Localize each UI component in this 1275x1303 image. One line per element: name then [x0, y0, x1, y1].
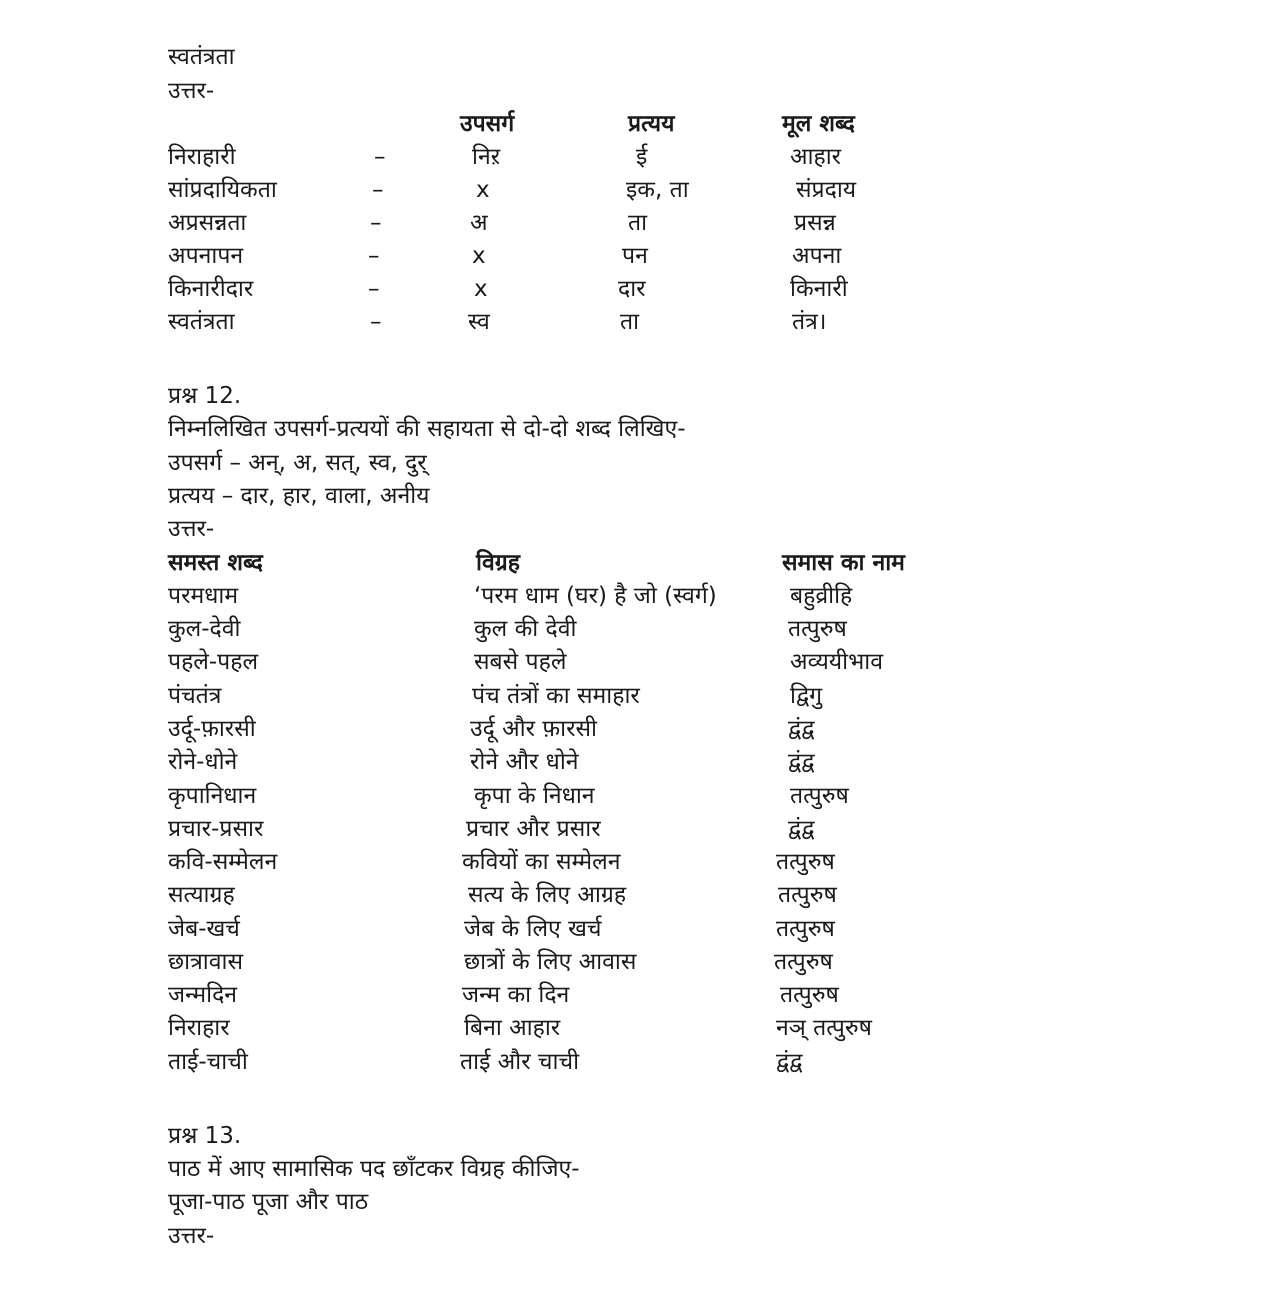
header-upsarg: उपसर्ग: [460, 111, 515, 137]
samast-shabd: परमधाम: [168, 583, 239, 609]
q12-question: निम्नलिखित उपसर्ग-प्रत्ययों की सहायता से दो-दो शब्द लिखिए-: [168, 416, 686, 442]
q11-row: [0, 307, 1275, 337]
samast-shabd: कुल-देवी: [168, 616, 241, 642]
q12-header-row: [0, 548, 1275, 578]
upsarg: x: [474, 276, 488, 302]
q12-row: [0, 647, 1275, 677]
samast-shabd: पंचतंत्र: [168, 683, 222, 709]
samast-shabd: पहले-पहल: [168, 649, 259, 675]
q12-answer-label: उत्तर-: [168, 516, 215, 542]
q12-row: [0, 947, 1275, 977]
vigrah: जेब के लिए खर्च: [464, 916, 602, 942]
upsarg: निऱ: [472, 144, 501, 170]
samas-naam: तत्पुरुष: [790, 783, 849, 809]
dash: –: [368, 243, 380, 269]
q12-row: [0, 1013, 1275, 1043]
upsarg: x: [476, 177, 490, 203]
mool-shabd: प्रसन्न: [794, 210, 836, 236]
vigrah: कुल की देवी: [474, 616, 577, 642]
samas-naam: तत्पुरुष: [788, 616, 847, 642]
q12-row: [0, 880, 1275, 910]
samast-shabd: निराहार: [168, 1015, 230, 1041]
q11-row: [0, 208, 1275, 238]
samast-shabd: उर्दू-फ़ारसी: [168, 716, 256, 742]
samast-shabd: प्रचार-प्रसार: [168, 816, 264, 842]
word: स्वतंत्रता: [168, 309, 235, 335]
upsarg: x: [472, 243, 486, 269]
samas-naam: बहुव्रीहि: [790, 583, 853, 609]
vigrah: ‘परम धाम (घर) है जो (स्वर्ग): [474, 583, 717, 609]
header-samast-shabd: समस्त शब्द: [168, 550, 263, 576]
vigrah: ताई और चाची: [460, 1049, 580, 1075]
word: निराहारी: [168, 144, 236, 170]
q11-row: [0, 142, 1275, 172]
vigrah: बिना आहार: [464, 1015, 561, 1041]
dash: –: [372, 177, 384, 203]
mool-shabd: अपना: [792, 243, 842, 269]
vigrah: रोने और धोने: [470, 749, 579, 775]
pratyay: दार: [618, 276, 646, 302]
vigrah: कवियों का सम्मेलन: [462, 849, 621, 875]
q12-row: [0, 747, 1275, 777]
q12-row: [0, 681, 1275, 711]
header-mool-shabd: मूल शब्द: [782, 111, 855, 137]
dash: –: [370, 210, 382, 236]
q12-row: [0, 581, 1275, 611]
samas-naam: द्वंद्व: [788, 749, 815, 775]
samas-naam: अव्ययीभाव: [790, 649, 883, 675]
word: सांप्रदायिकता: [168, 177, 277, 203]
samast-shabd: छात्रावास: [168, 949, 244, 975]
dash: –: [368, 276, 380, 302]
samast-shabd: कृपानिधान: [168, 783, 257, 809]
samas-naam: तत्पुरुष: [776, 849, 835, 875]
samas-naam: तत्पुरुष: [780, 982, 839, 1008]
vigrah: सबसे पहले: [474, 649, 567, 675]
vigrah: प्रचार और प्रसार: [466, 816, 601, 842]
mool-shabd: तंत्र।: [792, 309, 827, 335]
header-pratyay: प्रत्यय: [628, 111, 675, 137]
dash: –: [370, 309, 382, 335]
q13-title: प्रश्न 13.: [168, 1123, 242, 1149]
samas-naam: द्विगु: [790, 683, 823, 709]
pratyay: ता: [620, 309, 640, 335]
samast-shabd: कवि-सम्मेलन: [168, 849, 278, 875]
mool-shabd: संप्रदाय: [796, 177, 857, 203]
pratyay: इक, ता: [626, 177, 689, 203]
q12-row: [0, 1047, 1275, 1077]
q13-question: पाठ में आए सामासिक पद छाँटकर विग्रह कीजिए-: [168, 1156, 580, 1182]
q11-word: स्वतंत्रता: [168, 44, 235, 70]
vigrah: पंच तंत्रों का समाहार: [472, 683, 640, 709]
q12-upsarg-line: उपसर्ग – अन्, अ, सत्, स्व, दुर्: [168, 450, 427, 476]
samast-shabd: सत्याग्रह: [168, 882, 235, 908]
vigrah: जन्म का दिन: [462, 982, 570, 1008]
samas-naam: तत्पुरुष: [778, 882, 837, 908]
samast-shabd: ताई-चाची: [168, 1049, 248, 1075]
samas-naam: द्वंद्व: [776, 1049, 803, 1075]
word: किनारीदार: [168, 276, 254, 302]
samas-naam: तत्पुरुष: [774, 949, 833, 975]
word: अपनापन: [168, 243, 244, 269]
upsarg: स्व: [468, 309, 490, 335]
q13-example: पूजा-पाठ पूजा और पाठ: [168, 1189, 369, 1215]
word: अप्रसन्नता: [168, 210, 247, 236]
q12-row: [0, 914, 1275, 944]
vigrah: सत्य के लिए आग्रह: [468, 882, 627, 908]
upsarg: अ: [470, 210, 488, 236]
samast-shabd: रोने-धोने: [168, 749, 238, 775]
samas-naam: द्वंद्व: [788, 816, 815, 842]
q11-header-row: [0, 109, 1275, 139]
samast-shabd: जन्मदिन: [168, 982, 238, 1008]
samas-naam: तत्पुरुष: [776, 916, 835, 942]
dash: –: [374, 144, 386, 170]
q12-row: [0, 980, 1275, 1010]
mool-shabd: आहार: [790, 144, 842, 170]
q11-row: [0, 241, 1275, 271]
mool-shabd: किनारी: [790, 276, 848, 302]
header-samas-naam: समास का नाम: [782, 550, 905, 576]
vigrah: उर्दू और फ़ारसी: [470, 716, 597, 742]
q12-row: [0, 814, 1275, 844]
q11-row: [0, 274, 1275, 304]
vigrah: कृपा के निधान: [474, 783, 595, 809]
pratyay: पन: [622, 243, 648, 269]
q12-row: [0, 847, 1275, 877]
pratyay: ता: [628, 210, 648, 236]
q12-pratyay-line: प्रत्यय – दार, हार, वाला, अनीय: [168, 483, 430, 509]
q11-row: [0, 175, 1275, 205]
samast-shabd: जेब-खर्च: [168, 916, 240, 942]
samas-naam: द्वंद्व: [788, 716, 815, 742]
header-vigrah: विग्रह: [476, 550, 520, 576]
q13-answer-label: उत्तर-: [168, 1223, 215, 1249]
q12-row: [0, 781, 1275, 811]
q11-answer-label: उत्तर-: [168, 78, 215, 104]
samas-naam: नञ् तत्पुरुष: [776, 1015, 872, 1041]
q12-title: प्रश्न 12.: [168, 383, 242, 409]
vigrah: छात्रों के लिए आवास: [464, 949, 637, 975]
q12-row: [0, 714, 1275, 744]
q12-row: [0, 614, 1275, 644]
pratyay: ई: [636, 144, 648, 170]
